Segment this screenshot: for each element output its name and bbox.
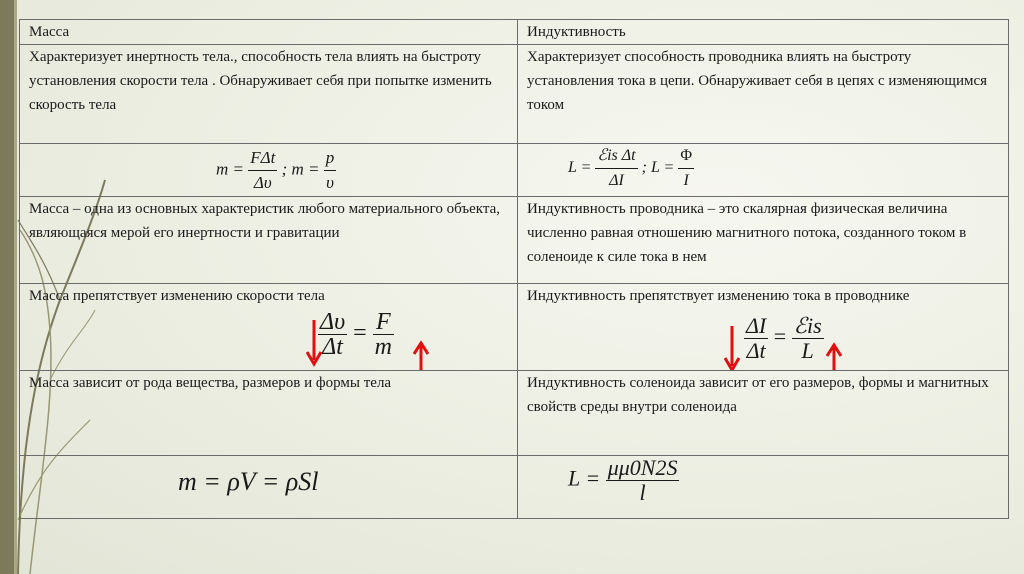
down-arrow-icon xyxy=(724,324,740,371)
formula-lhs: L = xyxy=(568,465,601,491)
inductance-opposes-text: Индуктивность препятствует изменению тока в проводнике xyxy=(527,288,910,304)
formula-denominator: m xyxy=(374,334,392,360)
inductance-depends-cell: Индуктивность соленоида зависит от его размеров, формы и магнитных свойств среды внутри соленоида xyxy=(518,371,1009,456)
inductance-definition-formula-cell xyxy=(518,144,1009,197)
mass-depends-cell: Масса зависит от рода вещества, размеров и формы тела xyxy=(20,371,518,456)
table-row xyxy=(20,456,1009,519)
comparison-table xyxy=(19,19,1009,519)
formula-numerator: ΔI xyxy=(746,313,767,338)
formula-fraction xyxy=(324,146,337,195)
up-arrow-icon xyxy=(826,342,842,371)
mass-density-formula-cell xyxy=(20,456,518,519)
formula-fraction xyxy=(248,146,277,195)
inductance-definition-formula xyxy=(568,144,694,193)
formula-numerator: FΔt xyxy=(248,146,277,171)
formula-numerator: p xyxy=(324,146,337,171)
mass-characterizes-cell: Характеризует инертность тела., способность тела влиять на быстроту установления скорости тела . Обнаруживает себя при попытке изменить скорость тела xyxy=(20,45,518,144)
solenoid-formula-cell xyxy=(518,456,1009,519)
formula-separator: ; L = xyxy=(641,159,675,177)
formula-fraction xyxy=(606,456,680,505)
solenoid-inductance-formula xyxy=(568,456,679,505)
table-row xyxy=(20,144,1009,197)
formula-numerator: Δυ xyxy=(320,309,346,335)
formula-denominator: I xyxy=(683,172,689,189)
mass-definition-cell: Масса – одна из основных характеристик любого материального объекта, являющаяся мерой его инертности и гравитации xyxy=(20,197,518,284)
mass-opposes-text: Масса препятствует изменению скорости тела xyxy=(29,288,325,304)
formula-fraction xyxy=(595,144,637,193)
formula-numerator: F xyxy=(373,310,394,335)
up-arrow-icon xyxy=(413,340,429,371)
table-row xyxy=(20,45,1009,144)
formula-lhs: L = xyxy=(568,159,592,177)
formula-numerator: ℰis xyxy=(793,313,822,338)
mass-definition-formula-cell xyxy=(20,144,518,197)
table-row xyxy=(20,371,1009,456)
table-row xyxy=(20,197,1009,284)
formula-denominator: υ xyxy=(326,173,334,192)
formula-numerator: ℰis Δt xyxy=(595,144,637,169)
formula-fraction xyxy=(318,310,347,359)
formula-equals: = xyxy=(773,323,787,349)
formula-denominator: Δυ xyxy=(253,173,272,192)
mass-definition-formula xyxy=(216,146,336,195)
formula-denominator: l xyxy=(639,480,646,505)
header-inductance: Индуктивность xyxy=(518,20,1009,45)
inductance-definition-cell: Индуктивность проводника – это скалярная физическая величина численно равная отношению магнитного потока, созданного током в соленоиде к силе тока в нем xyxy=(518,197,1009,284)
formula-fraction xyxy=(373,310,394,359)
formula-denominator: Δt xyxy=(746,338,766,363)
formula-equals: = xyxy=(353,320,367,347)
inductance-law-formula xyxy=(744,314,824,363)
formula-denominator: Δt xyxy=(322,334,343,360)
formula-numerator: μμ0N2S xyxy=(607,455,678,480)
formula-denominator: ΔI xyxy=(609,172,624,189)
table-header-row xyxy=(20,20,1009,45)
formula-lhs: m = xyxy=(216,159,244,179)
mass-opposes-cell xyxy=(20,284,518,371)
formula-fraction xyxy=(744,314,768,363)
header-mass: Масса xyxy=(20,20,518,45)
down-arrow-icon xyxy=(306,318,322,368)
formula-fraction xyxy=(792,314,824,363)
formula-fraction xyxy=(678,144,694,193)
formula-numerator: Φ xyxy=(678,144,694,169)
mass-density-formula: m = ρV = ρSl xyxy=(178,467,319,496)
inductance-characterizes-cell: Характеризует способность проводника влиять на быстроту установления тока в цепи. Обнаруживает себя в цепях с изменяющимся током xyxy=(518,45,1009,144)
table-row xyxy=(20,284,1009,371)
formula-denominator: L xyxy=(801,338,814,363)
inductance-opposes-cell xyxy=(518,284,1009,371)
mass-law-formula xyxy=(318,310,394,359)
formula-separator: ; m = xyxy=(281,159,320,179)
